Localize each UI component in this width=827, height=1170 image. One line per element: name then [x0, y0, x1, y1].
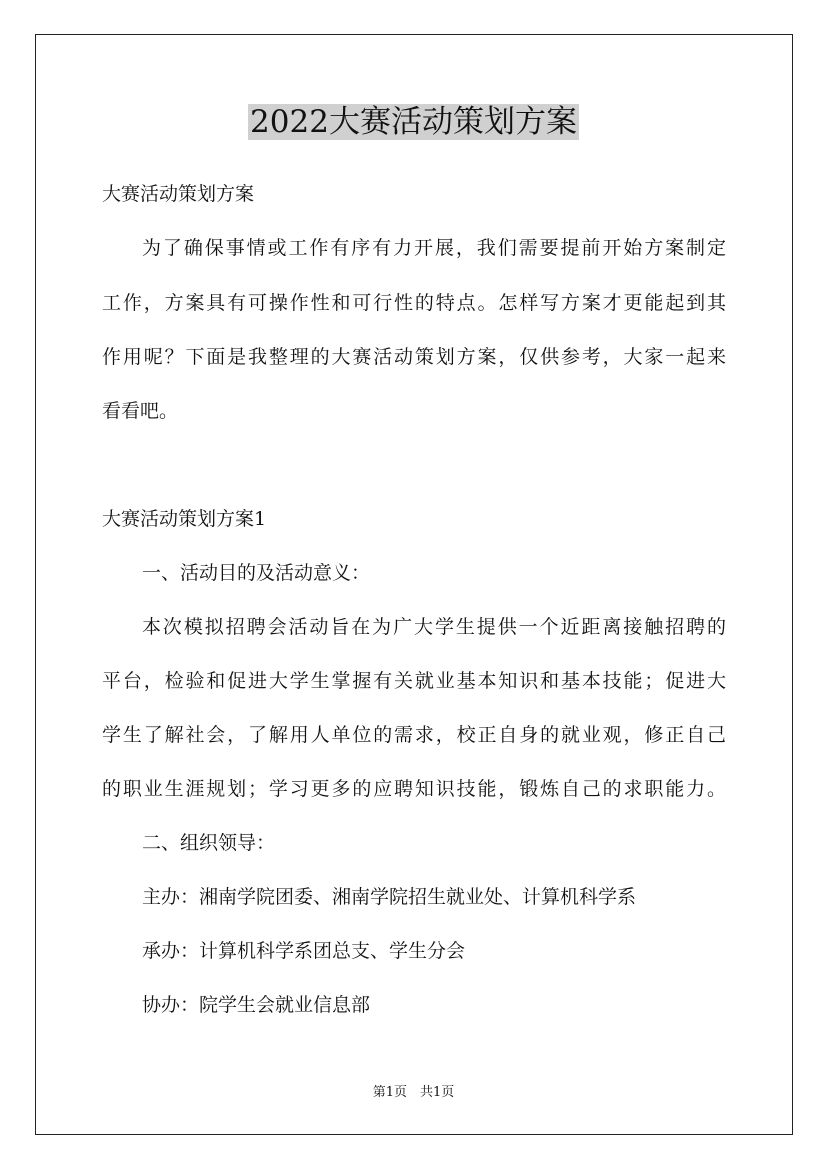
- organization-heading: 二、组织领导：: [142, 832, 276, 854]
- intro-paragraph-line: 为了确保事情或工作有序有力开展，我们需要提前开始方案制定: [142, 237, 726, 259]
- purpose-paragraph-line: 本次模拟招聘会活动旨在为广大学生提供一个近距离接触招聘的: [142, 616, 726, 638]
- document-title-text: 2022大赛活动策划方案: [250, 104, 577, 140]
- host-line: 主办：湘南学院团委、湘南学院招生就业处、计算机科学系: [142, 886, 637, 908]
- intro-paragraph-line: 作用呢？下面是我整理的大赛活动策划方案，仅供参考，大家一起来: [102, 346, 726, 368]
- document-subtitle: 大赛活动策划方案: [102, 183, 255, 205]
- co-organizer-line: 协办：院学生会就业信息部: [142, 994, 371, 1016]
- purpose-paragraph-line: 的职业生涯规划；学习更多的应聘知识技能，锻炼自己的求职能力。: [102, 778, 726, 800]
- purpose-paragraph-line: 学生了解社会，了解用人单位的需求，校正自身的就业观，修正自己: [102, 724, 726, 746]
- purpose-paragraph-line: 平台，检验和促进大学生掌握有关就业基本知识和基本技能；促进大: [102, 670, 726, 692]
- intro-paragraph-line: 看看吧。: [102, 400, 179, 422]
- organizer-line: 承办：计算机科学系团总支、学生分会: [142, 940, 466, 962]
- purpose-heading: 一、活动目的及活动意义：: [142, 562, 371, 584]
- page-number-footer: 第1页 共1页: [372, 1085, 455, 1100]
- intro-paragraph-line: 工作，方案具有可操作性和可行性的特点。怎样写方案才更能起到其: [102, 292, 726, 314]
- document-title: [0, 100, 827, 144]
- section-heading: 大赛活动策划方案1: [102, 508, 267, 530]
